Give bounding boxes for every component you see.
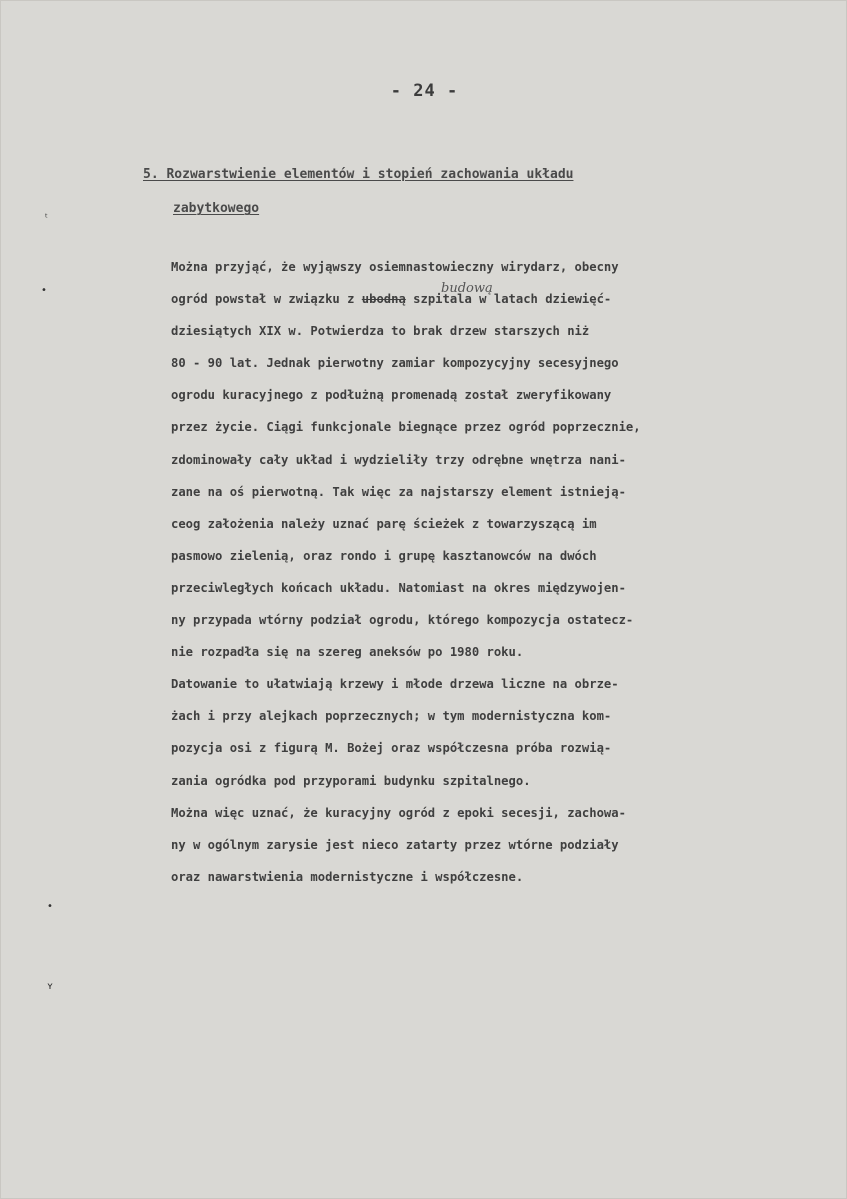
line-text: Można przyjąć, że wyjąwszy osiemnastowieczny wirydarz, obecny [171, 260, 619, 274]
struck-text: ubodną [361, 292, 406, 307]
line-text: żach i przy alejkach poprzecznych; w tym modernistyczna kom- [171, 709, 612, 724]
paragraph-line [171, 476, 843, 508]
paragraph-line [171, 668, 843, 700]
line-text: 80 - 90 lat. Jednak pierwotny zamiar kompozycyjny secesyjnego [171, 356, 619, 371]
paragraph-line [171, 732, 843, 764]
paragraph-line [171, 379, 843, 411]
line-text: ny przypada wtórny podział ogrodu, którego kompozycja ostatecz- [171, 613, 634, 628]
paragraph-line [171, 797, 843, 829]
paragraph-line [171, 315, 843, 347]
line-text: ogrodu kuracyjnego z podłużną promenadą został zweryfikowany [171, 388, 612, 403]
line-text: szpitala w latach dziewięć- [405, 292, 612, 307]
section-heading-line-2: zabytkowego [173, 201, 260, 216]
line-text: przez życie. Ciągi funkcjonale biegnące przez ogród poprzecznie, [171, 420, 641, 435]
paragraph-line [171, 540, 843, 572]
line-text: pasmowo zielenią, oraz rondo i grupę kasztanowców na dwóch [171, 548, 597, 563]
margin-mark: ᵗ [45, 213, 48, 224]
margin-mark: • [41, 285, 47, 296]
line-text: pozycja osi z figurą M. Bożej oraz współczesna próba rozwią- [171, 741, 612, 756]
line-text: ceog założenia należy uznać parę ścieżek z towarzyszącą im [171, 516, 597, 531]
page-number: - 24 - [390, 81, 459, 101]
section-heading [143, 158, 573, 226]
line-text: zane na oś pierwotną. Tak więc za najstarszy element istnieją- [171, 484, 626, 499]
line-text: nie rozpadła się na szereg aneksów po 1980 roku. [171, 645, 524, 660]
line-text: ogród powstał w związku z [171, 292, 362, 307]
margin-mark: • [47, 901, 53, 912]
line-text: zania ogródka pod przyporami budynku szpitalnego. [171, 773, 531, 788]
line-text: dziesiątych XIX w. Potwierdza to brak drzew starszych niż [171, 324, 590, 339]
paragraph-line [171, 251, 843, 283]
paragraph-line [171, 604, 843, 636]
paragraph-line [171, 829, 843, 861]
line-text: przeciwległych końcach układu. Natomiast na okres międzywojen- [171, 580, 626, 595]
line-text: ny w ogólnym zarysie jest nieco zatarty przez wtórne podziały [171, 837, 619, 852]
paragraph-line [171, 636, 843, 668]
paragraph-line [171, 411, 843, 443]
paragraph-line [171, 347, 843, 379]
paragraph-line [171, 700, 843, 732]
section-heading-line-1: 5. Rozwarstwienie elementów i stopień zachowania układu [143, 167, 574, 182]
paragraph-line [171, 444, 843, 476]
paragraph-line [171, 283, 843, 315]
line-text: oraz nawarstwienia modernistyczne i współczesne. [171, 869, 524, 884]
paragraph-line [171, 765, 843, 797]
line-text: zdominowały cały układ i wydzieliły trzy odrębne wnętrza nani- [171, 452, 626, 467]
paragraph-line [171, 861, 843, 893]
line-text: Datowanie to ułatwiają krzewy i młode drzewa liczne na obrze- [171, 677, 619, 692]
margin-mark: ʏ [47, 981, 54, 992]
paragraph-line [171, 572, 843, 604]
paragraph-line [171, 508, 843, 540]
line-text: Można więc uznać, że kuracyjny ogród z epoki secesji, zachowa- [171, 805, 626, 820]
handwritten-insertion: budową [441, 281, 493, 296]
body-paragraph [171, 251, 843, 893]
